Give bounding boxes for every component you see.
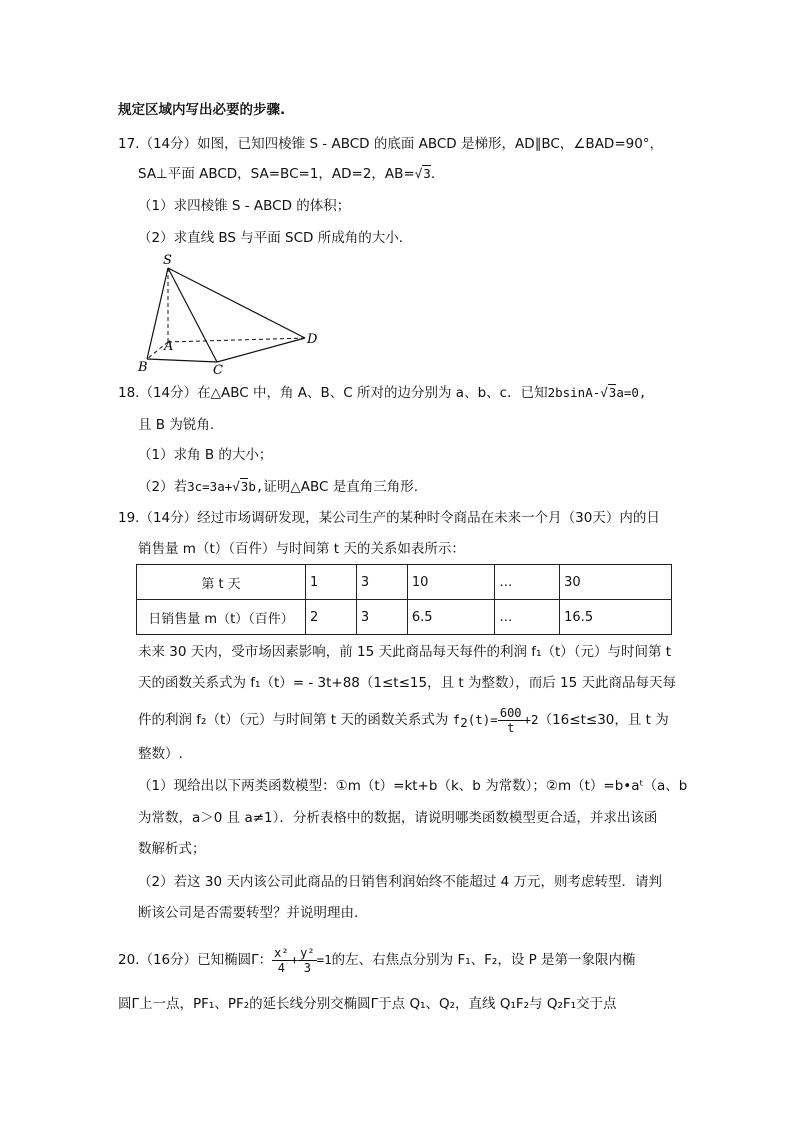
q18-formula-a: 2bsinA-	[547, 385, 601, 400]
label-A: A	[164, 339, 174, 354]
q19-para3-formula-plus: +2	[523, 712, 539, 727]
q19-fraction-num: 600	[499, 705, 522, 720]
q20-head	[118, 942, 636, 978]
q19-para3-suffix: （16≤t≤30，且 t 为	[538, 712, 669, 728]
q20-eq: =1	[316, 952, 332, 967]
table-row	[137, 565, 672, 600]
sales-table	[136, 564, 672, 635]
label-S: S	[163, 253, 172, 268]
instruction-text: 规定区域内写出必要的步骤.	[118, 102, 286, 118]
q19-para2: 天的函数关系式为 f₁（t）= - 3t+88（1≤t≤15，且 t 为整数），而后 15 天此商品每天每	[138, 675, 676, 691]
q17-part1: （1）求四棱锥 S - ABCD 的体积；	[138, 198, 351, 214]
table-cell: 30	[560, 565, 672, 600]
q20-line2: 圆Γ上一点，PF₁、PF₂的延长线分别交椭圆Γ于点 Q₁、Q₂，直线 Q₁F₂与 Q₂F₁交于点	[118, 996, 617, 1012]
q17-condition	[138, 164, 435, 184]
q19-part1-c: 数解析式；	[138, 841, 206, 857]
q20-head-suffix: 的左、右焦点分别为 F₁、F₂，设 P 是第一象限内椭	[331, 952, 636, 968]
q20-head-text: 20.（16分）已知椭圆Γ：	[118, 952, 273, 968]
label-B: B	[138, 360, 148, 375]
q19-head: 19.（14分）经过市场调研发现，某公司生产的某种时令商品在未来一个月（30天）内的日	[118, 510, 660, 526]
q18-part2-suffix: 证明△ABC 是直角三角形.	[263, 479, 419, 495]
q18-sqrt-symbol: √	[600, 385, 608, 400]
q18-part2-formula-b: b,	[248, 479, 264, 494]
q19-para1: 未来 30 天内，受市场因素影响，前 15 天此商品每天每件的利润 f₁（t）（元）与时间第 t	[138, 644, 672, 660]
q19-part2-b: 断该公司是否需要转型？并说明理由.	[138, 905, 359, 921]
table-cell: 1	[306, 565, 357, 600]
q19-fraction-den: t	[507, 720, 515, 735]
q17-head: 17.（14分）如图，已知四棱锥 S - ABCD 的底面 ABCD 是梯形，AD∥BC，∠BAD=90°，	[118, 136, 664, 152]
q20-plus: +	[290, 952, 299, 967]
q18-sqrt-value: 3	[608, 385, 617, 400]
q17-condition-end: .	[430, 166, 436, 182]
q17-condition-text: SA⊥平面 ABCD，SA=BC=1，AD=2，AB=	[138, 166, 415, 182]
q20-fraction-x	[272, 946, 290, 975]
table-cell: …	[495, 600, 560, 635]
q19-para3-formula-t: (t)=	[467, 712, 498, 727]
q18-part2-sqrt-symbol: √	[232, 479, 240, 494]
table-cell: 2	[306, 600, 357, 635]
table-cell: 16.5	[560, 600, 672, 635]
q19-para3	[138, 704, 669, 739]
edge-AD	[168, 338, 305, 342]
q18-part2-prefix: （2）若	[138, 479, 188, 495]
q20-fraction-y	[298, 946, 316, 975]
q19-fraction	[498, 706, 524, 735]
edge-BC	[147, 359, 217, 362]
table-cell: 6.5	[407, 600, 494, 635]
q18-part1: （1）求角 B 的大小；	[138, 447, 273, 463]
q18-part2	[138, 477, 418, 497]
table-header-day: 第 t 天	[137, 565, 306, 600]
q19-para3-formula-sub: 2	[460, 715, 468, 730]
edge-SD	[168, 268, 305, 338]
q19-part2-a: （2）若这 30 天内该公司此商品的日销售利润始终不能超过 4 万元，则考虑转型．请判	[138, 874, 663, 890]
q18-head	[118, 383, 646, 403]
q17-sqrt-symbol: √	[414, 166, 423, 181]
pyramid-figure	[135, 252, 325, 377]
edge-SC	[168, 268, 217, 362]
q17-part2: （2）求直线 BS 与平面 SCD 所成角的大小.	[138, 230, 404, 246]
q18-head-text: 18.（14分）在△ABC 中，角 A、B、C 所对的边分别为 a、b、c．已知	[118, 385, 548, 401]
label-D: D	[307, 332, 318, 347]
q20-fraction-y-den: 3	[303, 960, 311, 975]
q18-formula-b: a=0,	[616, 385, 647, 400]
q20-fraction-x-den: 4	[277, 960, 286, 975]
table-cell: 3	[356, 600, 407, 635]
q18-part2-sqrt-value: 3	[240, 479, 249, 494]
q19-para3-text: 件的利润 f₂（t）（元）与时间第 t 天的函数关系式为	[138, 712, 449, 728]
q18-line2: 且 B 为锐角.	[138, 417, 215, 433]
table-cell: …	[495, 565, 560, 600]
q20-fraction-x-num: x²	[274, 945, 289, 960]
q19-para3-formula-f: f	[452, 712, 461, 727]
q20-fraction-y-num: y²	[300, 945, 315, 960]
q19-para4: 整数）.	[138, 746, 183, 762]
table-cell: 3	[356, 565, 407, 600]
q19-part1-b: 为常数，a＞0 且 a≠1）．分析表格中的数据，请说明哪类函数模型更合适，并求出该函	[138, 810, 658, 826]
edge-CD	[217, 338, 305, 362]
table-row	[137, 600, 672, 635]
q18-part2-formula-a: 3c=3a+	[187, 479, 233, 494]
table-cell: 10	[407, 565, 494, 600]
q17-sqrt-value: 3	[423, 166, 431, 181]
label-C: C	[213, 363, 223, 377]
table-header-sales: 日销售量 m（t）（百件）	[137, 600, 306, 635]
q19-line2: 销售量 m（t）（百件）与时间第 t 天的关系如表所示：	[138, 541, 465, 557]
q19-part1-a: （1）现给出以下两类函数模型：①m（t）=kt+b（k、b 为常数）；②m（t）=b•aᵗ（a、b	[138, 778, 688, 794]
